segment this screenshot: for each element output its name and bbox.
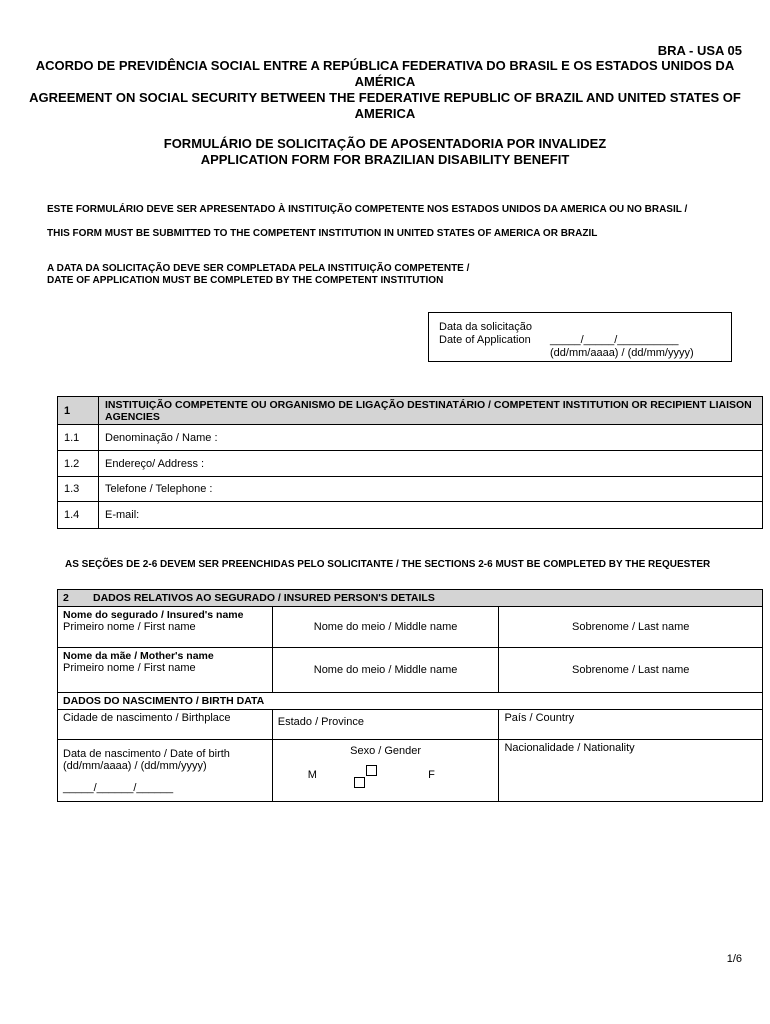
gender-male-label: M bbox=[307, 769, 317, 781]
mother-name-heading: Nome da mãe / Mother's name bbox=[63, 650, 214, 662]
nationality-label: Nacionalidade / Nationality bbox=[504, 742, 635, 754]
gender-female-label: F bbox=[428, 769, 435, 781]
last-name-label: Sobrenome / Last name bbox=[572, 664, 690, 676]
insured-last-name-field[interactable] bbox=[499, 607, 763, 648]
province-label: Estado / Province bbox=[277, 716, 364, 728]
dob-label: Data de nascimento / Date of birth bbox=[63, 748, 230, 760]
page-number: 1/6 bbox=[726, 953, 742, 965]
mother-middle-name-field[interactable] bbox=[272, 648, 499, 693]
first-name-label: Primeiro nome / First name bbox=[63, 621, 196, 633]
country-label: País / Country bbox=[504, 712, 575, 724]
birthplace-label: Cidade de nascimento / Birthplace bbox=[63, 712, 231, 724]
date-of-birth-field[interactable] bbox=[58, 740, 273, 802]
section-1-title: INSTITUIÇÃO COMPETENTE OU ORGANISMO DE LIGAÇÃO DESTINATÁRIO / COMPETENT INSTITUTION OR RECIPIENT LIAISON AGENCIES bbox=[99, 397, 763, 425]
agreement-title-pt: ACORDO DE PREVIDÊNCIA SOCIAL ENTRE A REPÚBLICA FEDERATIVA DO BRASIL E OS ESTADOS UNIDOS DA AMÉRICA bbox=[35, 58, 735, 89]
insured-middle-name-field[interactable] bbox=[272, 607, 499, 648]
insured-first-name-field[interactable] bbox=[58, 607, 273, 648]
application-date-format: (dd/mm/aaaa) / (dd/mm/yyyy) bbox=[550, 347, 694, 359]
table-row[interactable] bbox=[58, 502, 763, 529]
row-number: 1.2 bbox=[58, 451, 99, 477]
gender-label: Sexo / Gender bbox=[350, 745, 422, 757]
row-number: 1.4 bbox=[58, 502, 99, 529]
row-number: 1.1 bbox=[58, 425, 99, 451]
application-date-box[interactable] bbox=[428, 312, 732, 362]
submit-note-en: THIS FORM MUST BE SUBMITTED TO THE COMPETENT INSTITUTION IN UNITED STATES OF AMERICA OR BRAZIL bbox=[47, 228, 598, 239]
last-name-label: Sobrenome / Last name bbox=[572, 621, 690, 633]
country-field[interactable] bbox=[499, 710, 763, 740]
middle-name-label: Nome do meio / Middle name bbox=[313, 621, 458, 633]
section-2-title: DADOS RELATIVOS AO SEGURADO / INSURED PERSON'S DETAILS bbox=[93, 592, 435, 604]
date-note-pt: A DATA DA SOLICITAÇÃO DEVE SER COMPLETADA PELA INSTITUIÇÃO COMPETENTE / bbox=[47, 263, 470, 274]
sections-requester-note: AS SEÇÕES DE 2-6 DEVEM SER PREENCHIDAS PELO SOLICITANTE / THE SECTIONS 2-6 MUST BE COMPLETED BY THE REQUESTER bbox=[65, 559, 711, 570]
gender-field bbox=[272, 740, 499, 802]
section-1-table bbox=[57, 396, 763, 529]
institution-address-field[interactable]: Endereço/ Address : bbox=[99, 451, 763, 477]
mother-last-name-field[interactable] bbox=[499, 648, 763, 693]
province-field[interactable] bbox=[272, 710, 499, 740]
form-title-pt: FORMULÁRIO DE SOLICITAÇÃO DE APOSENTADORIA POR INVALIDEZ bbox=[163, 136, 607, 151]
dob-blank[interactable]: _____/______/______ bbox=[63, 782, 174, 794]
section-2-number: 2 bbox=[63, 592, 69, 604]
insured-name-heading: Nome do segurado / Insured's name bbox=[63, 609, 244, 621]
row-number: 1.3 bbox=[58, 477, 99, 502]
application-date-blank[interactable]: _____/_____/__________ bbox=[550, 334, 679, 346]
middle-name-label: Nome do meio / Middle name bbox=[313, 664, 458, 676]
birth-data-heading: DADOS DO NASCIMENTO / BIRTH DATA bbox=[58, 693, 763, 710]
table-row[interactable] bbox=[58, 451, 763, 477]
table-row[interactable] bbox=[58, 425, 763, 451]
table-row[interactable] bbox=[58, 477, 763, 502]
institution-telephone-field[interactable]: Telefone / Telephone : bbox=[99, 477, 763, 502]
institution-name-field[interactable]: Denominação / Name : bbox=[99, 425, 763, 451]
application-date-label-pt: Data da solicitação bbox=[439, 321, 532, 333]
gender-male-checkbox[interactable] bbox=[366, 765, 377, 776]
form-code: BRA - USA 05 bbox=[657, 43, 742, 58]
section-2-table bbox=[57, 589, 763, 802]
gender-female-checkbox[interactable] bbox=[354, 777, 365, 788]
first-name-label: Primeiro nome / First name bbox=[63, 662, 196, 674]
section-2-header bbox=[58, 590, 763, 607]
agreement-title-en: AGREEMENT ON SOCIAL SECURITY BETWEEN THE FEDERATIVE REPUBLIC OF BRAZIL AND UNITED STATES OF AMERICA bbox=[29, 90, 741, 121]
date-note-en: DATE OF APPLICATION MUST BE COMPLETED BY THE COMPETENT INSTITUTION bbox=[47, 275, 444, 286]
nationality-field[interactable] bbox=[499, 740, 763, 802]
institution-email-field[interactable]: E-mail: bbox=[99, 502, 763, 529]
form-title-en: APPLICATION FORM FOR BRAZILIAN DISABILITY BENEFIT bbox=[200, 152, 570, 167]
submit-note-pt: ESTE FORMULÁRIO DEVE SER APRESENTADO À INSTITUIÇÃO COMPETENTE NOS ESTADOS UNIDOS DA AMERICA OU NO BRASIL / bbox=[47, 204, 688, 215]
birthplace-field[interactable] bbox=[58, 710, 273, 740]
dob-format: (dd/mm/aaaa) / (dd/mm/yyyy) bbox=[63, 760, 207, 772]
application-date-label-en: Date of Application bbox=[439, 334, 531, 346]
mother-first-name-field[interactable] bbox=[58, 648, 273, 693]
section-1-number: 1 bbox=[58, 397, 99, 425]
